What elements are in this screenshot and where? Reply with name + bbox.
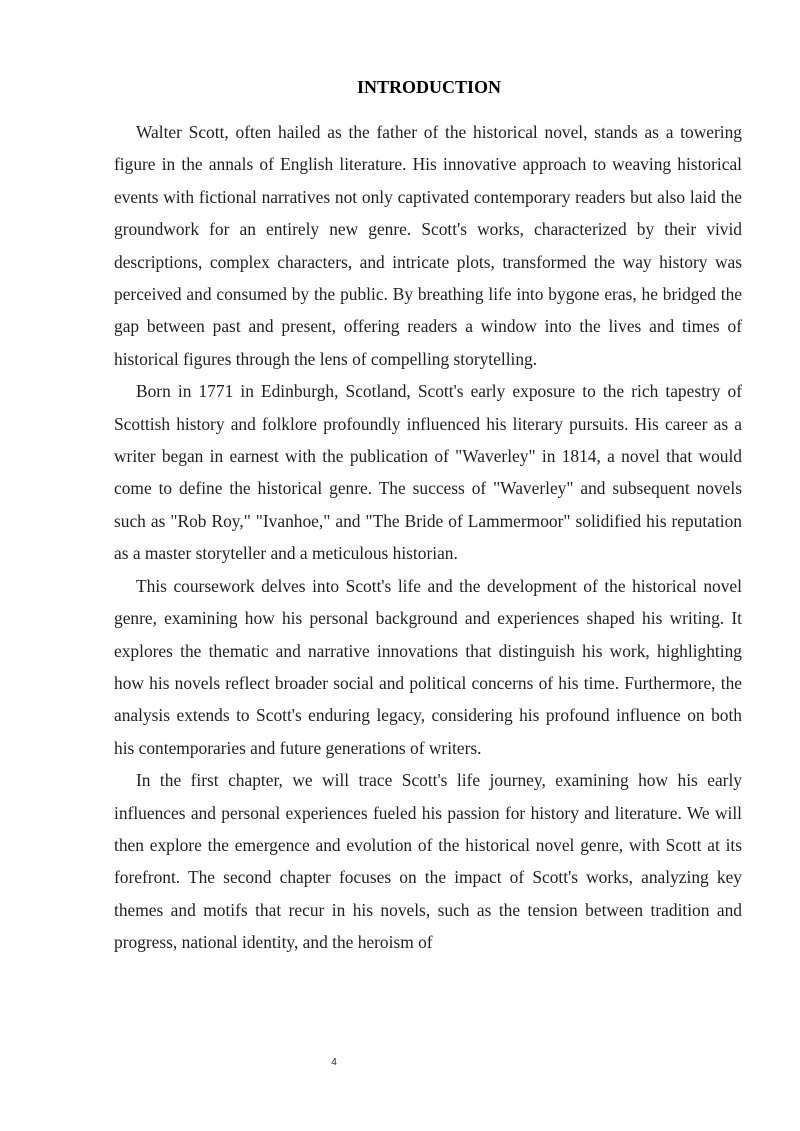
- paragraph: In the first chapter, we will trace Scott's life journey, examining how his early influences and personal experiences fueled his passion for history and literature. We will then explore the emergence and evolution of the historical novel genre, with Scott at its forefront. The second chapter focuses on the impact of Scott's works, analyzing key themes and motifs that recur in his novels, such as the tension between tradition and progress, national identity, and the heroism of: [114, 770, 742, 953]
- paragraph: This coursework delves into Scott's life and the development of the historical novel genre, examining how his personal background and experiences shaped his writing. It explores the thematic and narrative innovations that distinguish his work, highlighting how his novels reflect broader social and political concerns of his time. Furthermore, the analysis extends to Scott's enduring legacy, considering his profound influence on both his contemporaries and future generations of writers.: [114, 575, 742, 758]
- body-text: [114, 116, 742, 959]
- paragraph: Born in 1771 in Edinburgh, Scotland, Scott's early exposure to the rich tapestry of Scottish history and folklore profoundly influenced his literary pursuits. His career as a writer began in earnest with the publication of "Waverley" in 1814, a novel that would come to define the historical genre. The success of "Waverley" and subsequent novels such as "Rob Roy," "Ivanhoe," and "The Bride of Lammermoor" solidified his reputation as a master storyteller and a meticulous historian.: [114, 381, 742, 564]
- page-number: 4: [331, 1057, 337, 1068]
- paragraph: Walter Scott, often hailed as the father of the historical novel, stands as a towering figure in the annals of English literature. His innovative approach to weaving historical events with fictional narratives not only captivated contemporary readers but also laid the groundwork for an entirely new genre. Scott's works, characterized by their vivid descriptions, complex characters, and intricate plots, transformed the way history was perceived and consumed by the public. By breathing life into bygone eras, he bridged the gap between past and present, offering readers a window into the lives and times of historical figures through the lens of compelling storytelling.: [114, 122, 742, 369]
- section-heading: INTRODUCTION: [356, 77, 502, 97]
